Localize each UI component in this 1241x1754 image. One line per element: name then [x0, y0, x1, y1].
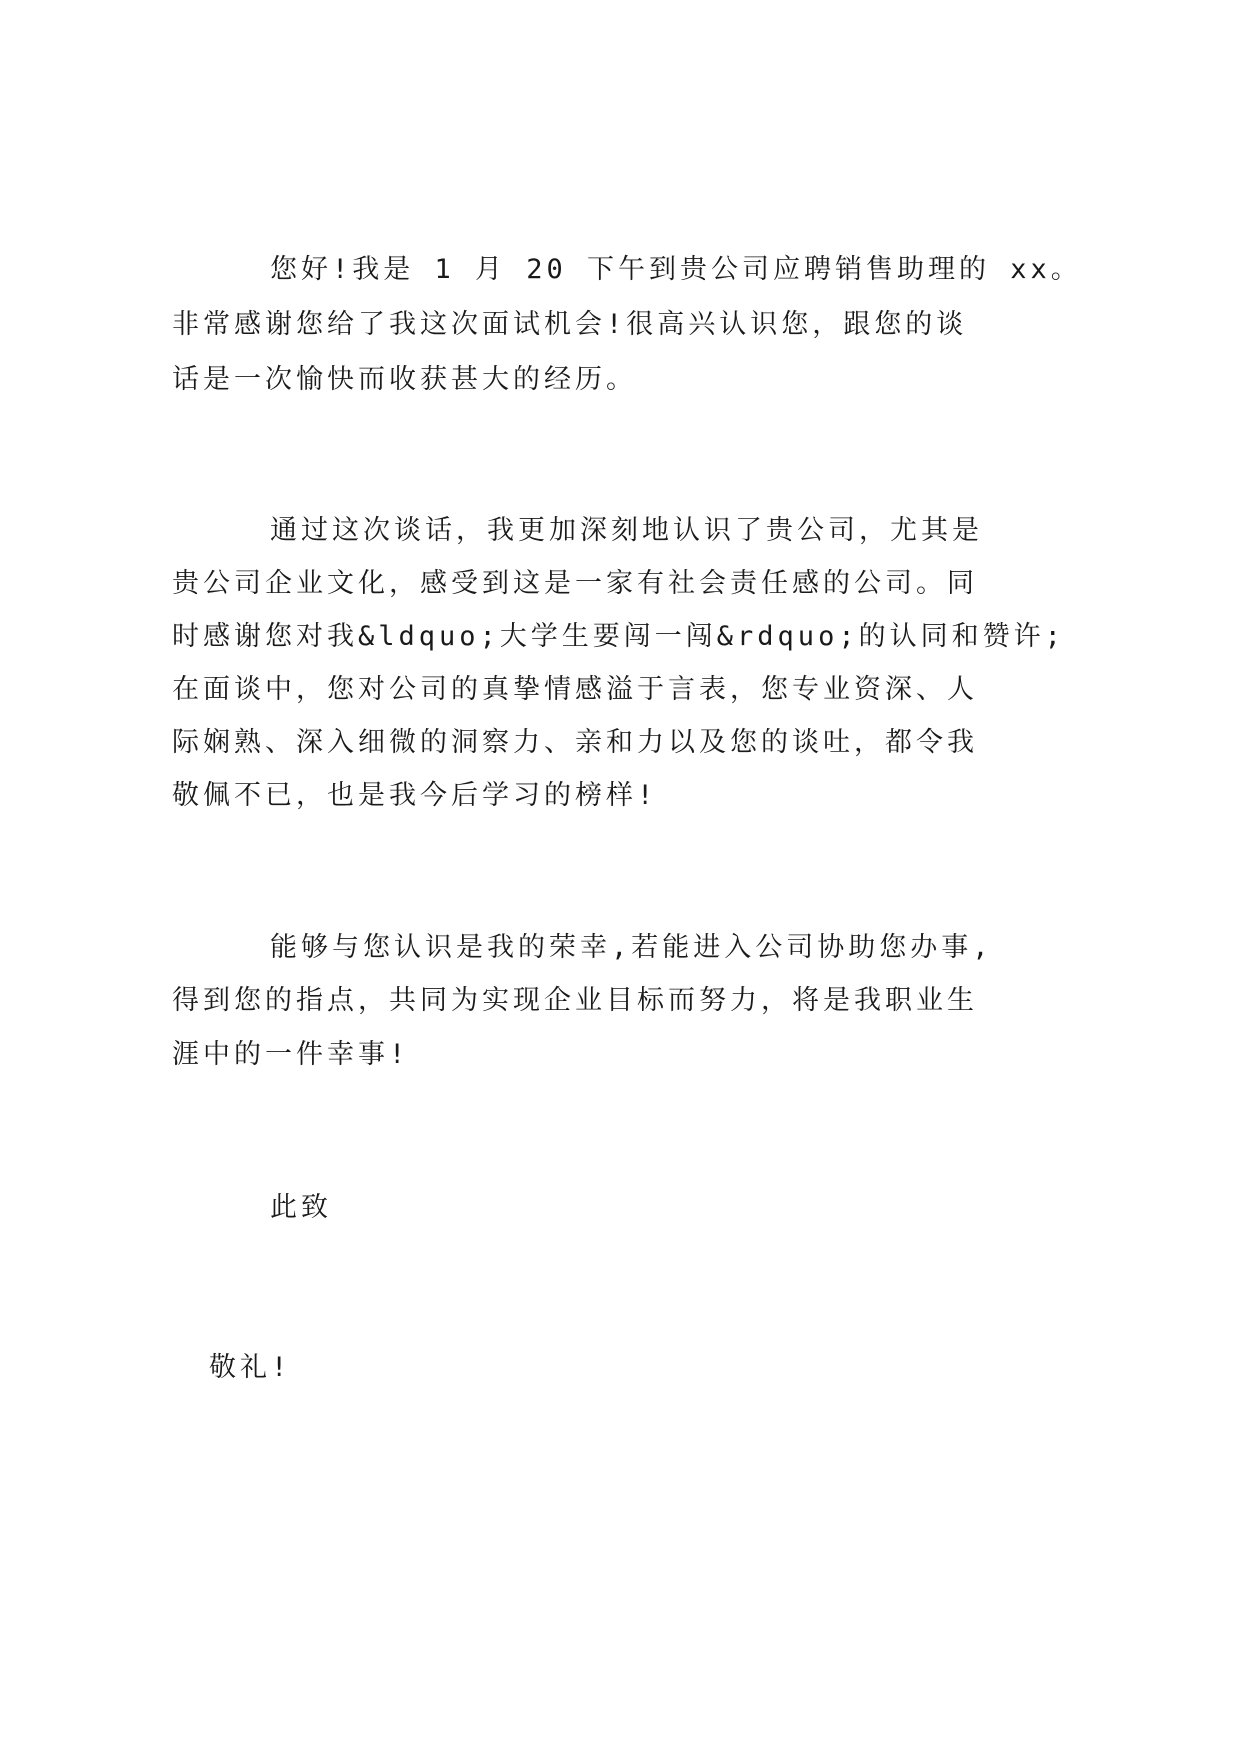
para2-line-5: 际娴熟、深入细微的洞察力、亲和力以及您的谈吐，都令我: [172, 727, 978, 758]
closing-text: 此致: [270, 1192, 332, 1223]
para2-line-2: 贵公司企业文化，感受到这是一家有社会责任感的公司。同: [172, 568, 978, 599]
para3-line-1: 能够与您认识是我的荣幸,若能进入公司协助您办事,: [270, 932, 993, 963]
para1-line-2: 非常感谢您给了我这次面试机会!很高兴认识您，跟您的谈: [172, 309, 968, 340]
salutation-text: 敬礼!: [209, 1352, 292, 1383]
para3-line-3: 涯中的一件幸事!: [172, 1039, 410, 1070]
para2-line-1: 通过这次谈话，我更加深刻地认识了贵公司，尤其是: [270, 515, 983, 546]
para2-line-3: 时感谢您对我&ldquo;大学生要闯一闯&rdquo;的认同和赞许;: [172, 621, 1065, 652]
para1-line-1: 您好!我是 1 月 20 下午到贵公司应聘销售助理的 xx。: [270, 254, 1082, 285]
para1-line-3: 话是一次愉快而收获甚大的经历。: [172, 364, 637, 395]
para2-line-6: 敬佩不已，也是我今后学习的榜样!: [172, 780, 658, 811]
para3-line-2: 得到您的指点，共同为实现企业目标而努力，将是我职业生: [172, 985, 978, 1016]
para2-line-4: 在面谈中，您对公司的真挚情感溢于言表，您专业资深、人: [172, 674, 978, 705]
